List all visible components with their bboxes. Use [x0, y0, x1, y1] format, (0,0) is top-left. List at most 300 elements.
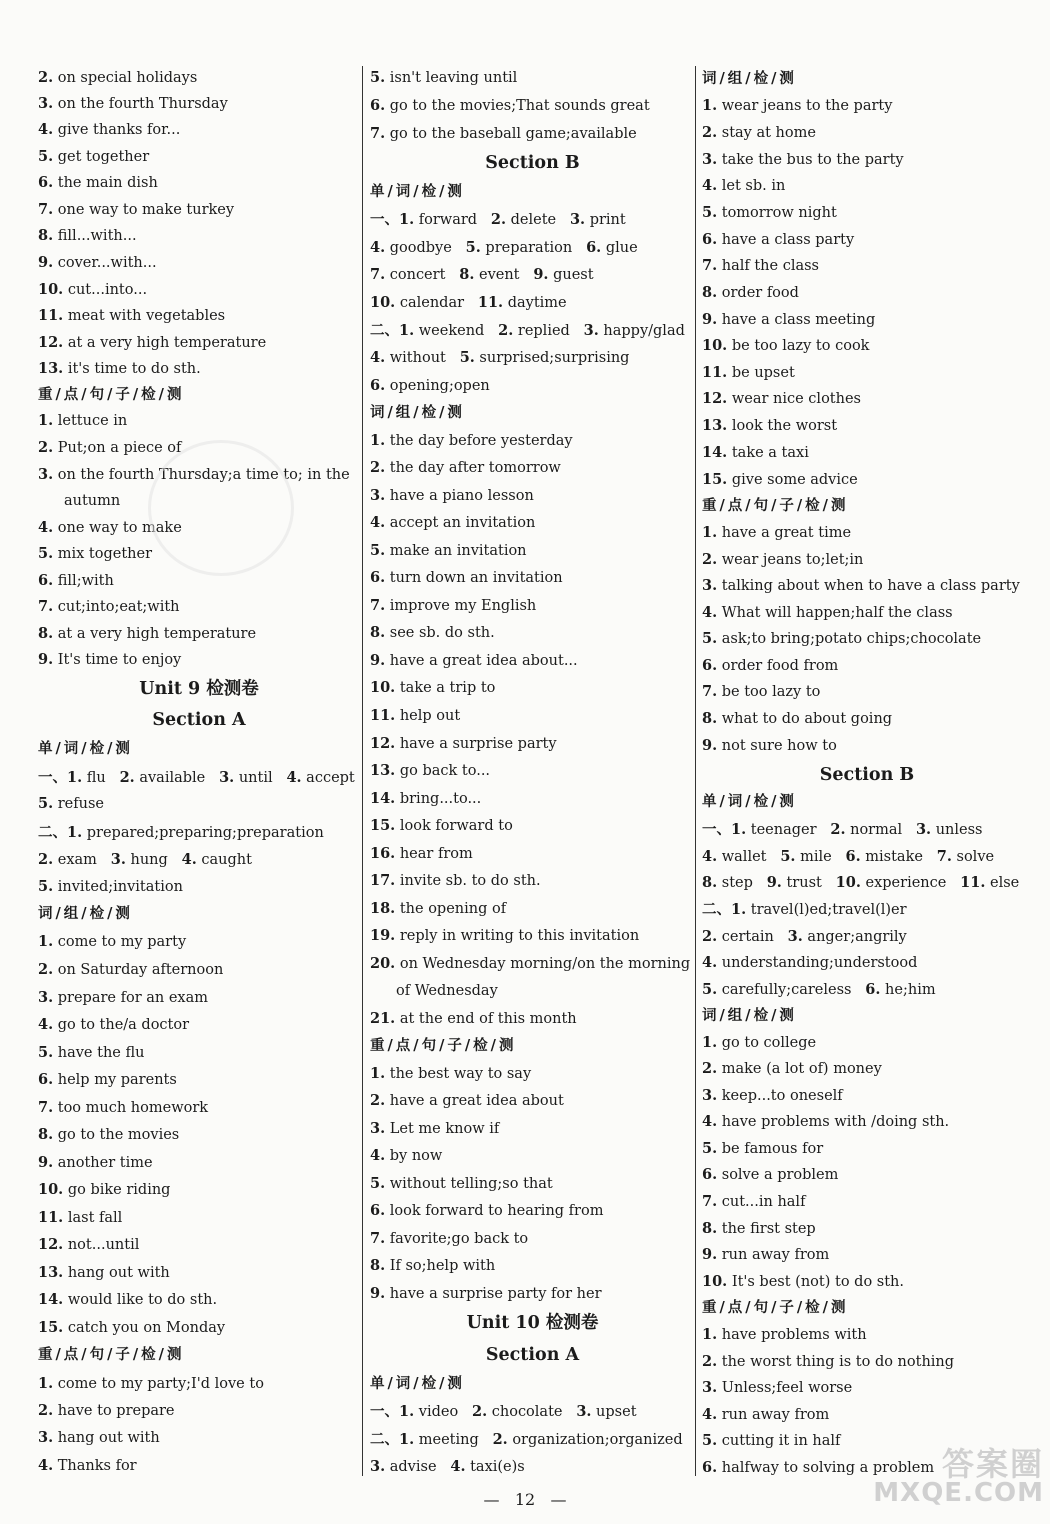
answer-line — [702, 551, 863, 569]
answer-text: accept an invitation — [385, 515, 536, 531]
item-number: 5. — [780, 848, 796, 865]
answer-text: halfway to solving a problem — [717, 1460, 935, 1476]
answer-line — [702, 1246, 829, 1264]
answer-line — [38, 281, 147, 299]
answer-text: give some advice — [727, 472, 858, 488]
item-number: 17. — [370, 872, 396, 889]
item-number: 5. — [38, 795, 54, 812]
answer-line — [702, 1273, 904, 1291]
answer-text: go to the movies — [53, 1127, 180, 1143]
item-number: 9. — [38, 651, 54, 668]
answer-line — [702, 444, 809, 462]
answer-text: print — [585, 212, 626, 228]
answer-line — [38, 572, 114, 590]
item-number: 8. — [702, 874, 718, 891]
answer-line — [38, 307, 225, 325]
answer-text: happy/glad — [598, 323, 685, 339]
exercise-label: 重/点/句/子/检/测 — [702, 1299, 849, 1316]
answer-text: taxi(e)s — [465, 1459, 525, 1475]
answer-text: Thanks for — [53, 1458, 137, 1474]
answer-line — [370, 1285, 602, 1303]
answer-text: anger;angrily — [802, 929, 907, 945]
section-heading: Section A — [152, 710, 246, 730]
item-number: 9. — [38, 254, 54, 271]
answer-text: too much homework — [53, 1100, 209, 1116]
item-number: 9. — [370, 1285, 386, 1302]
item-number: 4. — [370, 1147, 386, 1164]
item-number: 9. — [702, 311, 718, 328]
answer-text: the opening of — [395, 901, 507, 917]
answer-line — [38, 1457, 137, 1475]
answer-text: solve a problem — [717, 1167, 839, 1183]
answer-text: have a surprise party — [395, 736, 557, 752]
answer-text: wallet — [717, 849, 781, 865]
item-number: 10. — [702, 1273, 728, 1290]
answer-line — [702, 1406, 829, 1424]
answer-text: fill...with... — [53, 228, 137, 244]
item-number: 6. — [702, 1166, 718, 1183]
answer-text: on Wednesday morning/on the morning — [395, 956, 691, 972]
item-number: 18. — [370, 900, 396, 917]
exercise-label: 词/组/检/测 — [702, 70, 797, 87]
answer-text: goodbye — [385, 240, 466, 256]
answer-text: come to my party — [53, 934, 187, 950]
answer-text: It's best (not) to do sth. — [727, 1274, 904, 1290]
item-number: 19. — [370, 927, 396, 944]
answer-line — [702, 471, 858, 489]
answer-text: have problems with /doing sth. — [717, 1114, 950, 1130]
answer-text: what to do about going — [717, 711, 893, 727]
answer-text: have a great idea about — [385, 1093, 564, 1109]
answer-line — [38, 545, 152, 563]
item-number: 6. — [586, 239, 602, 256]
answer-text: meat with vegetables — [63, 308, 226, 324]
answer-text: hang out with — [63, 1265, 170, 1281]
answer-text: not sure how to — [717, 738, 837, 754]
answer-line — [38, 1181, 170, 1199]
item-number: 3. — [38, 95, 54, 112]
item-number: 5. — [38, 148, 54, 165]
answer-line — [38, 795, 104, 813]
answer-text: understanding;understood — [717, 955, 918, 971]
answer-text: by now — [385, 1148, 443, 1164]
answer-text: stay at home — [717, 125, 816, 141]
answer-line — [38, 148, 149, 166]
answer-line — [370, 597, 536, 615]
item-number: 4. — [702, 954, 718, 971]
answer-line — [370, 790, 481, 808]
answer-text: order food — [717, 285, 799, 301]
answer-text: order food from — [717, 658, 839, 674]
answer-line — [38, 598, 180, 616]
answer-line — [370, 211, 626, 229]
answer-line — [370, 762, 490, 780]
answer-text: be too lazy to — [717, 684, 821, 700]
answer-text: it's time to do sth. — [63, 361, 201, 377]
answer-text: daytime — [503, 295, 567, 311]
item-number: 6. — [702, 1459, 718, 1476]
item-number: 6. — [370, 1202, 386, 1219]
item-number: 7. — [702, 683, 718, 700]
item-number: 5. — [38, 545, 54, 562]
item-number: 2. — [490, 211, 507, 228]
answer-line — [370, 624, 495, 642]
item-number: 7. — [702, 257, 718, 274]
answer-line — [702, 901, 907, 919]
answer-line — [396, 982, 498, 1000]
answer-text: have a surprise party for her — [385, 1286, 602, 1302]
item-number: 10. — [835, 874, 861, 891]
answer-text: solve — [951, 849, 995, 865]
answer-line — [702, 1220, 816, 1238]
answer-text: hear from — [395, 846, 473, 862]
item-number: 2. — [702, 1060, 718, 1077]
column-divider — [695, 66, 696, 1476]
answer-text: trust — [781, 875, 836, 891]
exercise-label: 词/组/检/测 — [38, 905, 133, 922]
answer-text: catch you on Monday — [63, 1320, 226, 1336]
answer-line — [370, 1065, 531, 1083]
answer-line — [370, 69, 517, 87]
answer-text: It's time to enjoy — [53, 652, 182, 668]
answer-text: without — [385, 350, 460, 366]
answer-line — [702, 284, 799, 302]
item-number: 3. — [219, 769, 235, 786]
answer-line — [38, 334, 266, 352]
answer-line — [38, 1016, 189, 1034]
answer-text: cover...with... — [53, 255, 157, 271]
item-number: 6. — [38, 1071, 54, 1088]
item-number: 11. — [38, 1209, 64, 1226]
item-number: 6. — [38, 572, 54, 589]
answer-line — [38, 1126, 179, 1144]
answer-line — [38, 961, 223, 979]
answer-text: forward — [414, 212, 491, 228]
answer-text: help my parents — [53, 1072, 177, 1088]
answer-line — [702, 364, 795, 382]
answer-text: calendar — [395, 295, 478, 311]
answer-text: opening;open — [385, 378, 490, 394]
answer-line — [370, 1230, 528, 1248]
section-heading: Unit 10 检测卷 — [466, 1313, 599, 1333]
answer-text: on Saturday afternoon — [53, 962, 224, 978]
item-number: 15. — [370, 817, 396, 834]
answer-line — [702, 577, 1020, 595]
item-number: 3. — [702, 1087, 718, 1104]
item-number: 15. — [38, 1319, 64, 1336]
answer-line — [702, 630, 981, 648]
answer-line — [702, 710, 892, 728]
item-number: 7. — [38, 201, 54, 218]
answer-line — [370, 1202, 603, 1220]
answer-line — [38, 878, 183, 896]
answer-text: guest — [548, 267, 594, 283]
item-number: 11. — [477, 294, 504, 311]
answer-text: have a class meeting — [717, 312, 876, 328]
answer-text: would like to do sth. — [63, 1292, 218, 1308]
answer-text: tomorrow night — [717, 205, 837, 221]
answer-line — [370, 955, 690, 973]
exercise-label: 重/点/句/子/检/测 — [38, 386, 185, 403]
answer-text: take the bus to the party — [717, 152, 904, 168]
item-number: 4. — [702, 177, 718, 194]
answer-line — [702, 311, 875, 329]
answer-line — [370, 1010, 577, 1028]
answer-text: be too lazy to cook — [727, 338, 870, 354]
answer-line — [702, 257, 819, 275]
item-number: 8. — [38, 1126, 54, 1143]
answer-text: upset — [591, 1404, 637, 1420]
item-number: 4. — [702, 1406, 718, 1423]
site-watermark: 答案圈 MXQE.COM — [873, 1445, 1044, 1508]
item-number: 3. — [787, 928, 803, 945]
item-number: 4. — [286, 769, 302, 786]
item-number: 4. — [702, 604, 718, 621]
answer-text: normal — [845, 822, 916, 838]
answer-line — [38, 412, 127, 430]
answer-text: prepare for an exam — [53, 990, 208, 1006]
item-number: 9. — [766, 874, 782, 891]
answer-text: concert — [385, 267, 460, 283]
answer-text: keep...to oneself — [717, 1088, 843, 1104]
section-heading: Section B — [819, 765, 915, 785]
answer-text: favorite;go back to — [385, 1231, 529, 1247]
item-number: 8. — [702, 284, 718, 301]
answer-text: exam — [53, 852, 111, 868]
answer-line — [702, 1140, 823, 1158]
item-number: 1. — [702, 1034, 718, 1051]
item-number: 13. — [38, 1264, 64, 1281]
answer-text: hung — [125, 852, 182, 868]
answer-line — [370, 1458, 525, 1476]
item-number: 2. — [702, 928, 718, 945]
item-number: 5. — [702, 1140, 718, 1157]
item-number: 3. — [370, 487, 386, 504]
item-number: 14. — [702, 444, 728, 461]
exercise-label: 重/点/句/子/检/测 — [370, 1037, 517, 1054]
answer-line — [370, 569, 563, 587]
answer-line — [702, 683, 820, 701]
answer-text: surprised;surprising — [474, 350, 630, 366]
item-number: 3. — [702, 577, 718, 594]
answer-text: another time — [53, 1155, 153, 1171]
watermark-stamp — [148, 440, 294, 576]
answer-text: teenager — [746, 822, 831, 838]
answer-text: not...until — [63, 1237, 140, 1253]
answer-text: cut...in half — [717, 1194, 806, 1210]
answer-line — [702, 954, 917, 972]
item-number: 2. — [370, 459, 386, 476]
item-number: 12. — [38, 334, 64, 351]
item-number: 3. — [702, 1379, 718, 1396]
answer-text: come to my party;I'd love to — [53, 1376, 264, 1392]
answer-text: chocolate — [487, 1404, 577, 1420]
answer-line — [38, 1154, 153, 1172]
answer-text: cut...into... — [63, 282, 148, 298]
answer-text: half the class — [717, 258, 819, 274]
answer-text: look the worst — [727, 418, 838, 434]
item-number: 5. — [38, 1044, 54, 1061]
answer-text: go bike riding — [63, 1182, 171, 1198]
item-number: 8. — [370, 624, 386, 641]
answer-text: run away from — [717, 1247, 830, 1263]
answer-line — [38, 1264, 170, 1282]
answer-line — [702, 390, 861, 408]
item-number: 8. — [702, 710, 718, 727]
answer-line — [370, 1175, 553, 1193]
answer-text: mistake — [860, 849, 937, 865]
item-number: 9. — [533, 266, 549, 283]
item-number: 3. — [38, 1429, 54, 1446]
item-number: 2. — [702, 1353, 718, 1370]
item-number: 4. — [702, 848, 718, 865]
answer-text: he;him — [880, 982, 936, 998]
answer-text: go to the baseball game;available — [385, 126, 637, 142]
answer-line — [702, 848, 994, 866]
item-number: 4. — [181, 851, 197, 868]
answer-text: glue — [601, 240, 638, 256]
item-number: 2. — [702, 551, 718, 568]
item-number: 4. — [370, 239, 386, 256]
answer-line — [38, 1209, 122, 1227]
item-number: 13. — [702, 417, 728, 434]
answer-line — [38, 439, 181, 457]
item-number: 5. — [702, 1432, 718, 1449]
answer-line — [370, 125, 637, 143]
answer-line — [38, 360, 201, 378]
answer-text: make an invitation — [385, 543, 527, 559]
item-number: 11. — [38, 307, 64, 324]
item-number: 4. — [38, 519, 54, 536]
item-number: 16. — [370, 845, 396, 862]
item-number: 7. — [936, 848, 952, 865]
answer-text: take a trip to — [395, 680, 496, 696]
answer-text: on the fourth Thursday — [53, 96, 228, 112]
item-number: 3. — [110, 851, 126, 868]
answer-line — [370, 1431, 683, 1449]
item-number: 5. — [465, 239, 481, 256]
item-number: 13. — [370, 762, 396, 779]
answer-line — [370, 817, 513, 835]
answer-line — [370, 900, 506, 918]
item-number: 二、1. — [370, 1431, 415, 1448]
answer-line — [38, 1099, 208, 1117]
exercise-label: 单/词/检/测 — [702, 793, 797, 810]
item-number: 8. — [38, 625, 54, 642]
item-number: 9. — [370, 652, 386, 669]
item-number: 3. — [569, 211, 586, 228]
answer-line — [702, 97, 892, 115]
item-number: 7. — [370, 125, 386, 142]
answer-text: the day after tomorrow — [385, 460, 561, 476]
answer-line — [702, 1379, 852, 1397]
answer-text: wear jeans to the party — [717, 98, 893, 114]
answer-line — [702, 204, 837, 222]
answer-text: flu — [82, 770, 120, 786]
answer-text: have a piano lesson — [385, 488, 534, 504]
item-number: 2. — [492, 1431, 508, 1448]
item-number: 4. — [370, 349, 386, 366]
answer-text: at the end of this month — [395, 1011, 577, 1027]
answer-text: on special holidays — [53, 70, 198, 86]
answer-text: invite sb. to do sth. — [395, 873, 541, 889]
item-number: 4. — [450, 1458, 466, 1475]
section-heading: Unit 9 检测卷 — [139, 679, 259, 699]
item-number: 1. — [702, 97, 718, 114]
item-number: 2. — [119, 769, 135, 786]
answer-text: refuse — [53, 796, 104, 812]
answer-line — [702, 524, 851, 542]
answer-line — [702, 1193, 805, 1211]
answer-line — [370, 679, 495, 697]
item-number: 2. — [38, 69, 54, 86]
item-number: 2. — [472, 1403, 488, 1420]
answer-text: go to college — [717, 1035, 817, 1051]
answer-text: mile — [795, 849, 846, 865]
answer-text: meeting — [414, 1432, 493, 1448]
exercise-label: 单/词/检/测 — [38, 740, 133, 757]
answer-text: autumn — [64, 493, 121, 509]
item-number: 9. — [702, 1246, 718, 1263]
answer-text: one way to make turkey — [53, 202, 235, 218]
answer-line — [702, 1166, 838, 1184]
answer-text: run away from — [717, 1407, 830, 1423]
answer-text: look forward to — [395, 818, 513, 834]
answer-text: the best way to say — [385, 1066, 532, 1082]
item-number: 20. — [370, 955, 396, 972]
answer-line — [370, 1403, 637, 1421]
answer-text: available — [134, 770, 220, 786]
section-heading: Section B — [485, 153, 580, 173]
answer-line — [370, 322, 685, 340]
item-number: 7. — [38, 598, 54, 615]
answer-text: Put;on a piece of — [53, 440, 182, 456]
answer-line — [702, 981, 936, 999]
item-number: 6. — [702, 231, 718, 248]
item-number: 12. — [370, 735, 396, 752]
item-number: 二、1. — [38, 824, 83, 841]
answer-text: What will happen;half the class — [717, 605, 953, 621]
item-number: 5. — [459, 349, 475, 366]
answer-text: weekend — [414, 323, 499, 339]
answer-text: replied — [513, 323, 584, 339]
answer-line — [702, 1353, 954, 1371]
answer-line — [702, 1087, 843, 1105]
answer-line — [370, 239, 638, 257]
item-number: 21. — [370, 1010, 396, 1027]
item-number: 1. — [370, 1065, 386, 1082]
answer-line — [38, 1375, 264, 1393]
answer-line — [370, 266, 594, 284]
answer-line — [370, 1120, 499, 1138]
item-number: 4. — [38, 121, 54, 138]
page-number: — 12 — — [483, 1490, 567, 1509]
answer-line — [38, 201, 234, 219]
answer-text: until — [234, 770, 287, 786]
answer-line — [38, 824, 324, 842]
item-number: 14. — [38, 1291, 64, 1308]
answer-text: talking about when to have a class party — [717, 578, 1020, 594]
answer-text: advise — [385, 1459, 451, 1475]
item-number: 一、1. — [38, 769, 83, 786]
item-number: 10. — [370, 679, 396, 696]
answer-line — [38, 989, 208, 1007]
item-number: 7. — [370, 597, 386, 614]
answer-line — [38, 1044, 144, 1062]
answer-text: see sb. do sth. — [385, 625, 495, 641]
answer-line — [702, 124, 816, 142]
answer-text: hang out with — [53, 1430, 160, 1446]
